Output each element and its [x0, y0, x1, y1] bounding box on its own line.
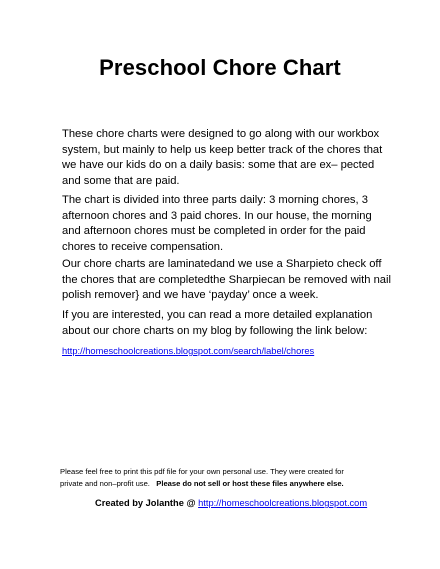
footer-note: [60, 466, 400, 490]
paragraph-laminated: [62, 257, 392, 304]
paragraph-chart-parts: [62, 193, 392, 255]
created-by-line: [95, 498, 367, 508]
paragraph-text: Our chore charts are laminatedand we use a Sharpieto check off the chores that are completedthe Sharpiecan be removed with nail polish remover} and we have ‘payday’ once a week.: [62, 258, 391, 301]
homepage-link[interactable]: http://homeschoolcreations.blogspot.com: [198, 498, 368, 508]
footer-usage-text: private and non–profit use.: [60, 479, 150, 488]
paragraph-intro: [62, 127, 392, 189]
page-title: Preschool Chore Chart: [99, 55, 341, 80]
paragraph-text: If you are interested, you can read a more detailed explanation about our chore charts on my blog by following the link below:: [62, 309, 373, 337]
footer-line-2: [60, 478, 400, 490]
footer-warning-text: Please do not sell or host these files anywhere else.: [156, 479, 344, 488]
created-by-label: Created by Jolanthe @: [95, 498, 196, 508]
blog-link-block: [62, 346, 314, 356]
paragraph-text: These chore charts were designed to go along with our workbox system, but mainly to help us keep better track of the chores that we have our kids do on a daily basis: some that are ex– pected and some that are paid.: [62, 128, 383, 187]
footer-line-1: Please feel free to print this pdf file for your own personal use. They were created for: [60, 467, 344, 476]
paragraph-blog: [62, 308, 392, 339]
paragraph-text: The chart is divided into three parts daily: 3 morning chores, 3 afternoon chores and 3 paid chores. In our house, the morning and afternoon chores must be completed in order for the paid chores to receive compensation.: [62, 194, 372, 253]
chores-blog-link[interactable]: http://homeschoolcreations.blogspot.com/search/label/chores: [62, 346, 315, 356]
